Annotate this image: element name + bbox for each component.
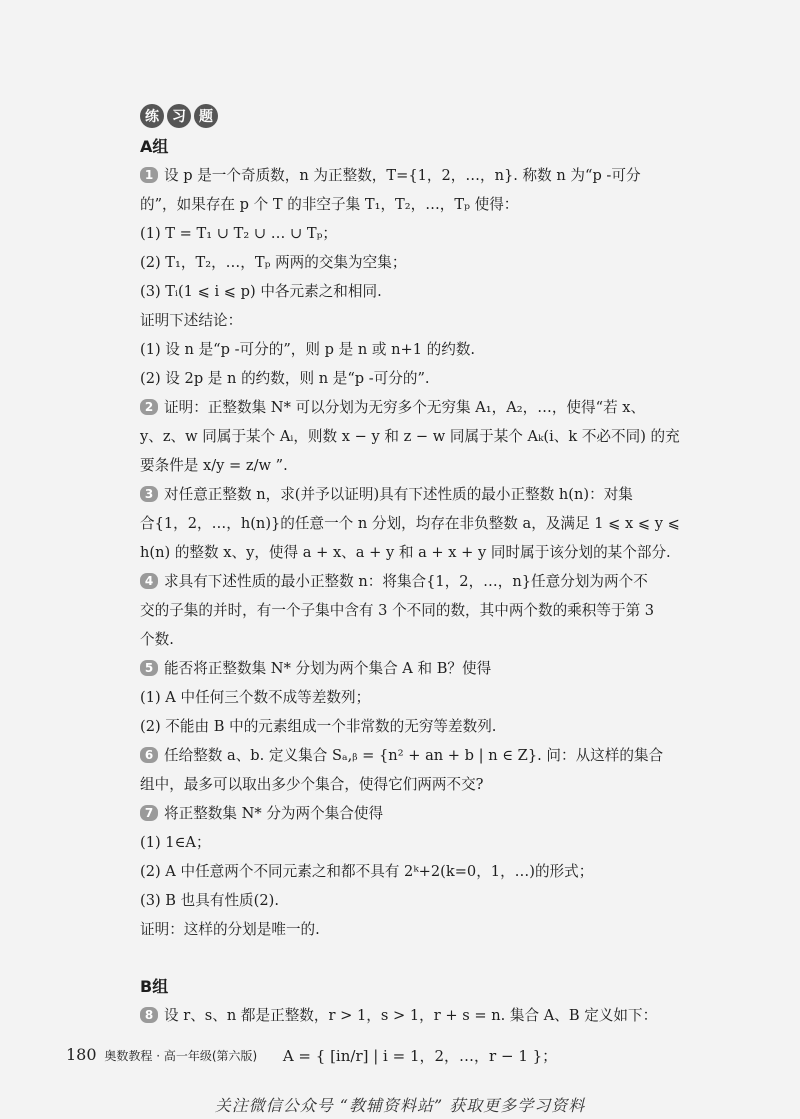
book-title: 奥数教程 · 高一年级(第六版): [104, 1049, 258, 1063]
text-line: [140, 886, 700, 915]
text-line: [140, 277, 700, 306]
problem-number-badge: 1: [140, 167, 158, 183]
problem-line: [140, 393, 700, 422]
line-text: 合{1，2，…，h(n)}的任意一个 n 分划，均存在非负整数 a，及满足 1 ⩽ x ⩽ y ⩽: [140, 515, 680, 532]
text-line: [140, 509, 700, 538]
text-line: [140, 625, 700, 654]
line-text: 将正整数集 N* 分为两个集合使得: [164, 805, 384, 822]
problem-number-badge: 7: [140, 805, 158, 821]
text-line: [140, 451, 700, 480]
line-text: 证明：这样的分划是唯一的.: [140, 921, 320, 938]
line-text: (3) Tᵢ(1 ⩽ i ⩽ p) 中各元素之和相同.: [140, 283, 382, 300]
problem-number-badge: 4: [140, 573, 158, 589]
line-text: 设 r、s、n 都是正整数，r > 1，s > 1，r + s = n. 集合 A、B 定义如下：: [164, 1007, 658, 1024]
line-text: 证明：正整数集 N* 可以分划为无穷多个无穷集 A₁，A₂，…，使得“若 x、: [164, 399, 646, 416]
text-line: [140, 712, 700, 741]
text-line: [140, 219, 700, 248]
line-text: h(n) 的整数 x、y，使得 a + x、a + y 和 a + x + y 同时属于该分划的某个部分.: [140, 544, 671, 561]
line-text: 要条件是 x/y = z/w ”.: [140, 457, 288, 474]
text-line: [140, 828, 700, 857]
line-text: (2) 设 2p 是 n 的约数，则 n 是“p -可分的”.: [140, 370, 430, 387]
problem-number-badge: 5: [140, 660, 158, 676]
text-line: [140, 248, 700, 277]
line-text: (2) T₁，T₂，…，Tₚ 两两的交集为空集；: [140, 254, 407, 271]
text-line: [140, 683, 700, 712]
problem-line: [140, 1001, 700, 1030]
line-text: 求具有下述性质的最小正整数 n：将集合{1，2，…，n}任意分划为两个不: [164, 573, 648, 590]
text-line: [140, 770, 700, 799]
problem-number-badge: 8: [140, 1007, 158, 1023]
line-text: 对任意正整数 n，求(并予以证明)具有下述性质的最小正整数 h(n)：对集: [164, 486, 633, 503]
line-text: y、z、w 同属于某个 Aᵢ，则数 x − y 和 z − w 同属于某个 Aₖ(i、k 不必不同) 的充: [140, 428, 680, 445]
text-line: [140, 335, 700, 364]
text-line: [140, 190, 700, 219]
line-text: (2) A 中任意两个不同元素之和都不具有 2ᵏ+2(k=0，1，…)的形式；: [140, 863, 594, 880]
text-line: [140, 915, 700, 944]
problem-line: [140, 480, 700, 509]
group-b-problems: [140, 1001, 700, 1030]
text-line: [140, 538, 700, 567]
line-text: 设 p 是一个奇质数，n 为正整数，T={1，2，…，n}. 称数 n 为“p -可分: [164, 167, 641, 184]
line-text: (1) 设 n 是“p -可分的”，则 p 是 n 或 n+1 的约数.: [140, 341, 476, 358]
line-text: 个数.: [140, 631, 174, 648]
problem-line: [140, 741, 700, 770]
line-text: (1) T = T₁ ∪ T₂ ∪ … ∪ Tₚ；: [140, 225, 337, 242]
line-text: 任给整数 a、b. 定义集合 Sₐ,ᵦ = {n² + an + b | n ∈ Z}. 问：从这样的集合: [164, 747, 664, 764]
page-footer: [66, 1045, 257, 1064]
content: [140, 104, 700, 1076]
text-line: [140, 364, 700, 393]
line-text: 组中，最多可以取出多少个集合，使得它们两两不交?: [140, 776, 484, 793]
problem-line: [140, 654, 700, 683]
problem-line: [140, 567, 700, 596]
page-number: 180: [66, 1045, 97, 1064]
text-line: [140, 306, 700, 335]
line-text: 能否将正整数集 N* 分划为两个集合 A 和 B？使得: [164, 660, 492, 677]
line-text: (2) 不能由 B 中的元素组成一个非常数的无穷等差数列.: [140, 718, 497, 735]
line-text: 证明下述结论：: [140, 312, 243, 329]
watermark-note: 关注微信公众号 “教辅资料站” 获取更多学习资料: [214, 1096, 586, 1115]
badge-char: 练: [140, 104, 164, 128]
line-text: 的”，如果存在 p 个 T 的非空子集 T₁，T₂，…，Tₚ 使得：: [140, 196, 519, 213]
problem-line: [140, 799, 700, 828]
line-text: (3) B 也具有性质(2).: [140, 892, 279, 909]
formula-set-a: A = { [in/r] | i = 1，2，…，r − 1 }；: [282, 1047, 558, 1065]
problem-number-badge: 6: [140, 747, 158, 763]
exercise-badges: [140, 104, 700, 128]
line-text: (1) 1∈A；: [140, 834, 211, 851]
text-line: [140, 596, 700, 625]
line-text: 交的子集的并时，有一个子集中含有 3 个不同的数，其中两个数的乘积等于第 3: [140, 602, 655, 619]
text-line: [140, 857, 700, 886]
line-text: (1) A 中任何三个数不成等差数列；: [140, 689, 371, 706]
group-a-title: A组: [140, 137, 169, 156]
problem-line: [140, 161, 700, 190]
text-line: [140, 422, 700, 451]
badge-char: 习: [167, 104, 191, 128]
badge-char: 题: [194, 104, 218, 128]
group-b-title: B组: [140, 977, 169, 996]
group-a-problems: [140, 161, 700, 944]
problem-number-badge: 2: [140, 399, 158, 415]
problem-number-badge: 3: [140, 486, 158, 502]
